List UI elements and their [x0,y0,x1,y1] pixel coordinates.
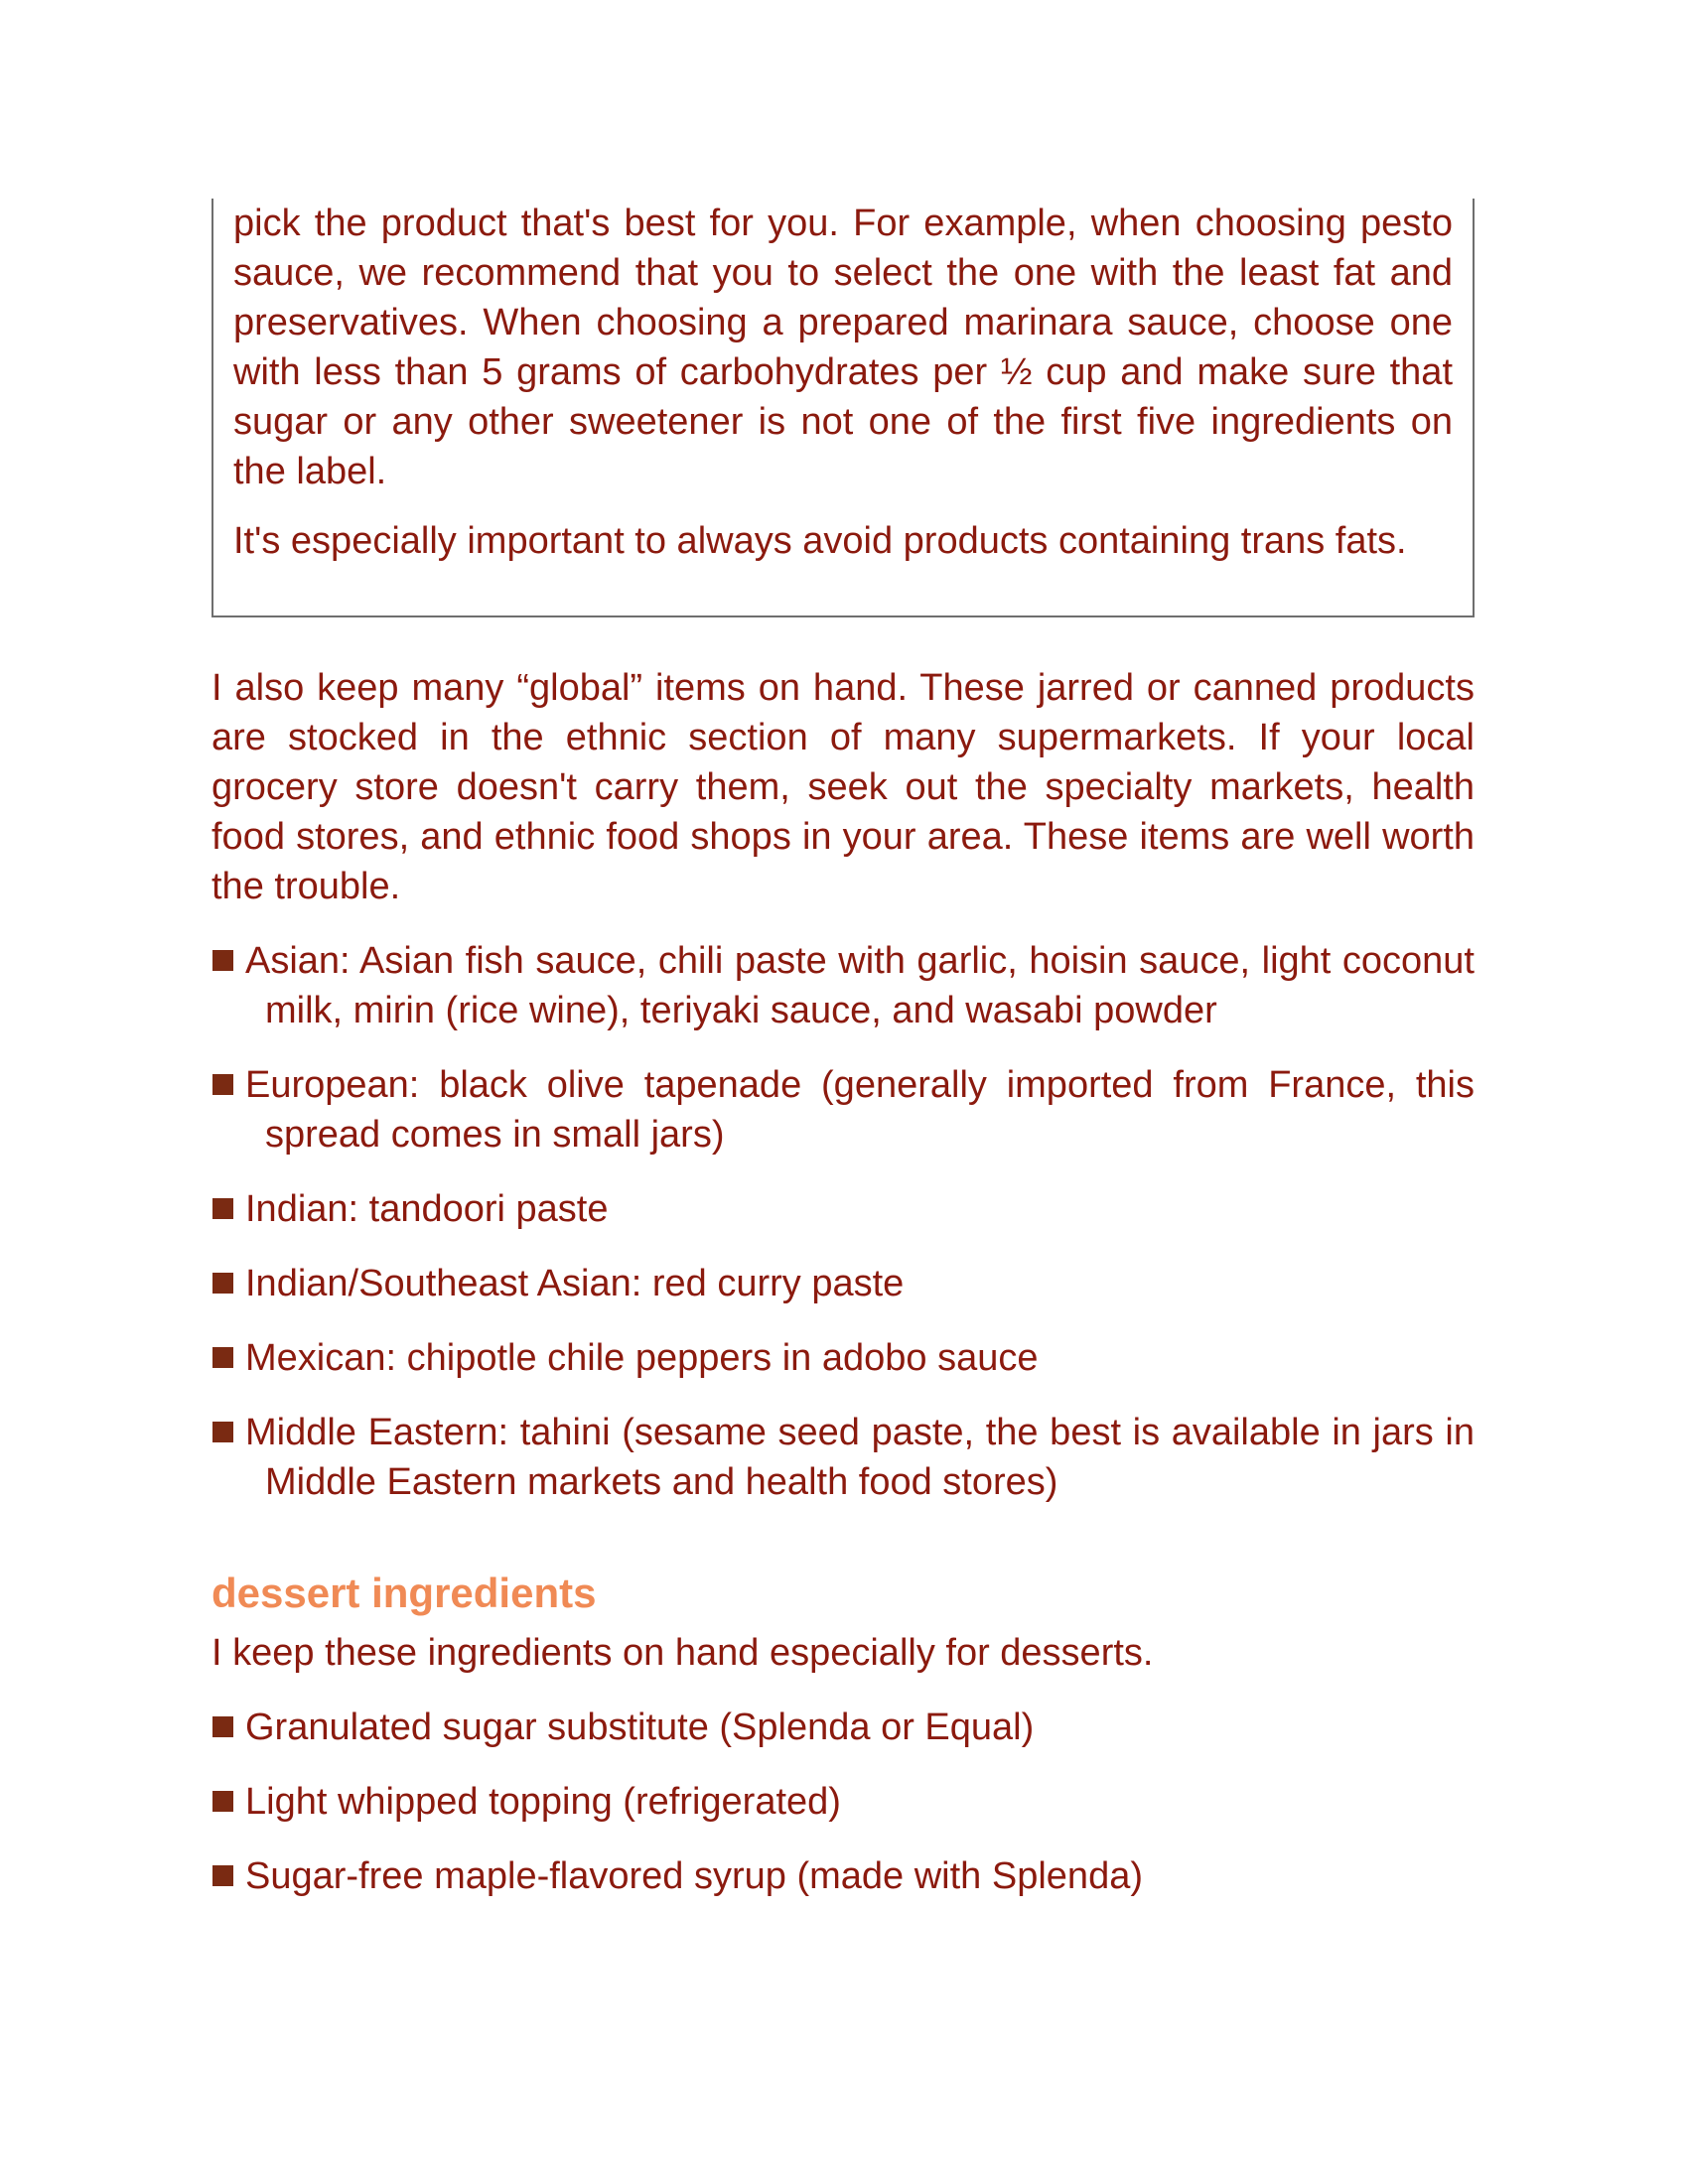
list-item-text: Light whipped topping (refrigerated) [245,1781,841,1823]
square-bullet-icon [212,1422,233,1442]
list-item [211,1777,1475,1827]
square-bullet-icon [212,1273,233,1294]
list-item [211,936,1475,1035]
global-items-intro: I also keep many “global” items on hand. These jarred or canned products are stocked in the ethnic section of many supermarkets. If your local grocery store doesn't carry them, seek out the specialty markets, health food stores, and ethnic food shops in your area. These items are well worth the trouble. [211,667,1475,907]
square-bullet-icon [212,1198,233,1219]
list-item [211,1333,1475,1383]
square-bullet-icon [212,950,233,971]
square-bullet-icon [212,1791,233,1812]
list-item [211,1851,1475,1901]
list-item-text: Sugar-free maple-flavored syrup (made with Splenda) [245,1855,1143,1897]
list-item [211,1184,1475,1234]
list-item-text: Granulated sugar substitute (Splenda or Equal) [245,1706,1035,1748]
list-item-text: Mexican: chipotle chile peppers in adobo sauce [245,1337,1039,1379]
tip-box [211,199,1475,617]
page-content [211,199,1475,1901]
list-item [211,1703,1475,1752]
section-heading: dessert ingredients [211,1570,597,1616]
tip-paragraph: pick the product that's best for you. For example, when choosing pesto sauce, we recommend that you to select the one with the least fat and preservatives. When choosing a prepared marinara sauce, choose one with less than 5 grams of carbohydrates per ½ cup and make sure that sugar or any other sweetener is not one of the first five ingredients on the label. [233,203,1453,492]
square-bullet-icon [212,1716,233,1737]
list-item [211,1408,1475,1507]
global-items-list [211,936,1475,1507]
dessert-items-list [211,1703,1475,1901]
square-bullet-icon [212,1865,233,1886]
list-item [211,1060,1475,1160]
list-item [211,1259,1475,1308]
section-intro: I keep these ingredients on hand especially for desserts. [211,1632,1154,1674]
square-bullet-icon [212,1074,233,1095]
list-item-text: European: black olive tapenade (generally imported from France, this spread comes in small jars) [245,1064,1475,1156]
list-item-text: Middle Eastern: tahini (sesame seed paste, the best is available in jars in Middle Eastern markets and health food stores) [245,1412,1475,1503]
list-item-text: Indian: tandoori paste [245,1188,609,1230]
list-item-text: Asian: Asian fish sauce, chili paste with garlic, hoisin sauce, light coconut milk, mirin (rice wine), teriyaki sauce, and wasabi powder [245,940,1475,1031]
square-bullet-icon [212,1347,233,1368]
list-item-text: Indian/Southeast Asian: red curry paste [245,1263,905,1304]
tip-paragraph: It's especially important to always avoid products containing trans fats. [233,520,1407,562]
